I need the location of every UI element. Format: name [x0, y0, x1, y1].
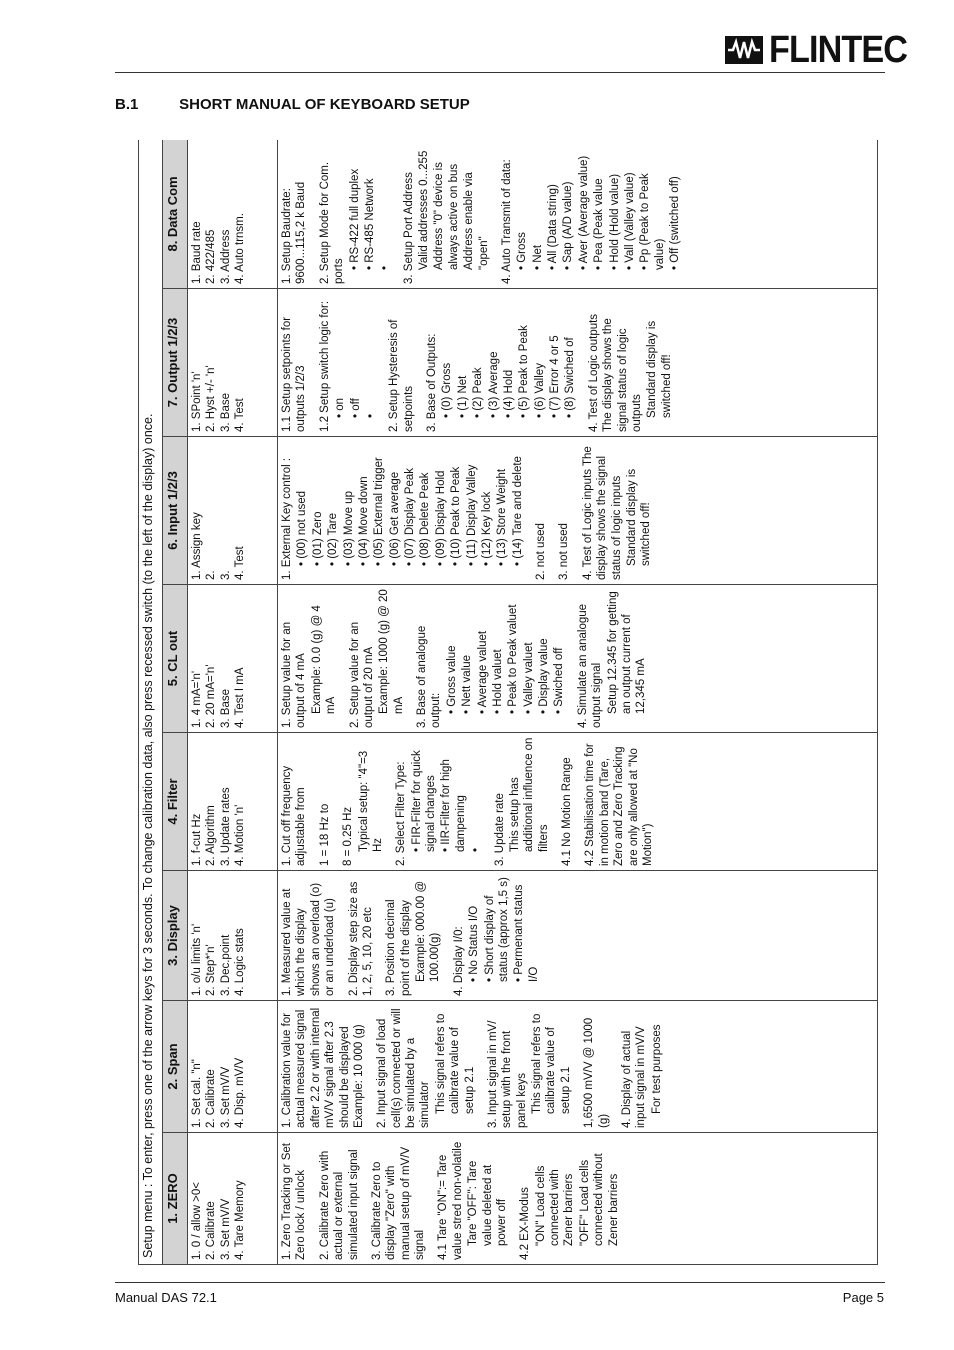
detail-line: • (8) Swiched of — [564, 337, 577, 418]
detail-line: Address enable via "open" — [463, 172, 490, 270]
detail-line: 1.2 Setup switch logic for: — [318, 300, 331, 432]
menu-item: 4. Tare Memory — [234, 1180, 247, 1260]
detail-line: • (05) External trigger — [373, 457, 386, 566]
detail-line: • Pp (Peak to Peak value) — [639, 173, 666, 270]
column-header: 3. Display — [163, 871, 188, 1001]
detail-line: 3. Setup Port Address — [402, 172, 415, 284]
footer-page-number: Page 5 — [842, 1290, 884, 1305]
menu-item: 4. Test — [234, 398, 247, 432]
detail-line: 1,6500 mV/V @ 1000 (g) — [583, 1017, 610, 1128]
menu-item: 4. Motion 'n' — [234, 804, 247, 866]
detail-line: • Aver (Average value) — [577, 155, 590, 270]
menu-items-list — [190, 441, 248, 580]
detail-line: 4. Display of actual input signal in mV/V — [620, 1026, 648, 1128]
detail-line: • off — [349, 398, 362, 418]
detail-line: 1. External Key control : — [281, 457, 293, 580]
detail-line: 1. Setup value for an output of 4 mA — [281, 621, 308, 728]
menu-item: 3. Dec.point — [219, 934, 232, 996]
menu-item: 4. Logic stats — [234, 928, 247, 996]
menu-item: 2. — [205, 570, 218, 580]
detail-line: • RS-422 full duplex — [348, 168, 361, 270]
column-header: 1. ZERO — [163, 1133, 188, 1265]
detail-line: 1 = 18 Hz to — [318, 803, 331, 866]
detail-line: 4. Simulate an analogue output signal — [576, 603, 604, 728]
details-cell — [278, 140, 878, 289]
detail-line: • Valley valuet — [522, 642, 535, 714]
detail-line: 4.1 No Motion Range — [561, 757, 573, 866]
column-header: 2. Span — [163, 1001, 188, 1133]
brand-name: FLINTEC — [769, 29, 908, 71]
menu-item: 2. Calibrate — [205, 1201, 218, 1260]
column-header: 7. Output 1/2/3 — [163, 289, 188, 437]
detail-line: • Gross value — [445, 645, 458, 714]
menu-item: 2. 20 mA='n' — [205, 664, 218, 728]
menu-item: 1. f-cut Hz — [191, 813, 203, 866]
detail-line: 3. Input signal in mV/ setup with the front panel keys — [486, 1020, 528, 1128]
menu-items-list — [190, 1005, 248, 1128]
menu-item: 3. Set mV/V — [219, 1198, 232, 1260]
menu-item: 3. Base — [219, 393, 232, 432]
detail-line: • FIR-Filter for quick signal changes — [410, 750, 437, 852]
detail-line: 1. Cut off frequency adjustable from — [281, 765, 308, 866]
detail-line: This signal refers to calibrate value of setup 2.1 — [531, 1013, 572, 1114]
detail-line: • (08) Delete Peak — [419, 472, 432, 566]
menu-item: 1. 4 mA='n' — [191, 670, 203, 728]
detail-line: • (01) Zero — [311, 511, 324, 566]
rotated-table — [138, 140, 878, 1265]
detail-line: 3. Position decimal point of the display — [385, 899, 412, 996]
details-cell — [278, 289, 878, 437]
menu-items-cell — [188, 437, 278, 585]
detail-line: • Display value — [538, 638, 550, 714]
detail-line: 2. Setup value for an output of 20 mA — [348, 621, 375, 728]
detail-line: 3. Calibrate Zero to display "Zero" with manual setup of mV/V signal — [370, 1146, 426, 1260]
detail-line: • on — [334, 397, 347, 418]
detail-line: • (09) Display Hold — [434, 470, 447, 566]
detail-line: • (4) Hold — [502, 369, 515, 418]
column-header: 4. Filter — [163, 733, 188, 871]
detail-line: • (04) Move down — [357, 476, 370, 566]
header-rule — [115, 72, 885, 73]
menu-item: 3. Set mV/V — [219, 1066, 232, 1128]
detail-line: Example: 000.00 @ 100.00(g) — [415, 880, 442, 982]
detail-line: • (1) Net — [456, 375, 469, 418]
detail-line: Standard display is switched off! — [646, 320, 673, 418]
detail-line: 8 = 0.25 Hz — [342, 806, 355, 866]
footer-rule — [115, 1282, 885, 1283]
detail-line: 3. not used — [558, 523, 571, 580]
detail-line: • (3) Average — [487, 351, 500, 418]
setup-menu-table — [138, 140, 878, 1265]
detail-line: 2. Calibrate Zero with actual or external simulated input signal — [318, 1149, 360, 1260]
section-heading — [115, 96, 470, 113]
menu-item: 1. Baud rate — [191, 221, 203, 284]
detail-line: 2. Setup Mode for Com. ports — [318, 161, 346, 284]
detail-line: • Net — [531, 244, 544, 270]
detail-line: • No Status I/O — [468, 905, 481, 982]
detail-line: • All (Data string) — [547, 184, 559, 270]
detail-line: Tare "OFF": Tare value deleted at power off — [467, 1160, 508, 1246]
menu-item: 2. Calibrate — [205, 1069, 218, 1128]
menu-items-cell — [188, 585, 278, 733]
menu-items-cell — [188, 140, 278, 289]
menu-item: 1. Assign key — [191, 512, 203, 580]
detail-line: • (00) not used — [296, 491, 309, 566]
detail-line: 1.1 Setup setpoints for outputs 1/2/3 — [281, 316, 308, 432]
detail-line: • Sap (A/D value) — [562, 181, 575, 270]
detail-line: • Peak to Peak valuet — [507, 604, 520, 714]
detail-line: 4. Display I/0: — [452, 926, 465, 996]
menu-item: 3. Base — [219, 689, 232, 728]
menu-item: 1. 0 / allow >0< — [191, 1182, 203, 1260]
detail-line: • Hold valuet — [491, 649, 504, 714]
details-cell — [278, 733, 878, 871]
menu-items-list — [190, 589, 248, 728]
detail-line: 2. Select Filter Type: — [395, 761, 408, 866]
detail-line: 4. Test of Logic inputs The display shows the signal status of logic inputs — [581, 446, 623, 580]
menu-item: 4. Auto trnsm. — [234, 213, 247, 284]
column-header: 8. Data Com — [163, 140, 188, 289]
detail-line: 4.2 Stabilisation time for in motion band (Tare, Zero and Zero Tracking are only allowed at "No Motion") — [584, 743, 654, 866]
detail-line: • Pea (Peak value — [593, 178, 606, 270]
detail-line: • — [379, 265, 392, 270]
detail-line: 3. Base of analogue output: — [416, 625, 443, 728]
detail-line: 4.2 EX-Modus — [519, 1187, 532, 1260]
detail-line: • Average valuet — [476, 630, 489, 714]
detail-line: • (06) Get average — [388, 471, 401, 566]
detail-line: • (10) Peak to Peak — [450, 466, 463, 566]
detail-line: • (6) Valley — [533, 363, 546, 418]
menu-item: 4. Test — [234, 546, 247, 580]
detail-line: • IIR-Filter for high dampening — [440, 759, 467, 852]
detail-line: 2. Display step size as 1, 2, 5, 10, 20 etc — [347, 881, 374, 996]
detail-line: 1. Calibration value for actual measured signal after 2.2 or with internal mV/V signal after 2.3 should be displayed Example: 10 000 (g) — [281, 1007, 365, 1128]
detail-line: Standard display is switched off! — [625, 468, 653, 566]
detail-line: • — [470, 847, 483, 852]
flintec-logo — [725, 30, 922, 70]
detail-line: • — [364, 413, 377, 418]
detail-line: • (02) Tare — [327, 512, 340, 566]
detail-line: • (13) Store Weight — [496, 468, 509, 566]
menu-item: 2. Hyst +/- 'n' — [205, 365, 218, 432]
detail-line: 4.1 Tare "ON":= Tare value stred non-volatile — [437, 1141, 464, 1260]
menu-item: 2. 422/485 — [205, 229, 218, 284]
detail-line: • (03) Move up — [342, 491, 355, 566]
section-title: SHORT MANUAL OF KEYBOARD SETUP — [179, 96, 470, 113]
details-cell — [278, 437, 878, 585]
detail-line: • (5) Peak to Peak — [518, 325, 531, 418]
detail-line: "ON" Load cells connected with Zener barriers — [534, 1165, 576, 1246]
detail-line: For test purposes — [650, 1024, 663, 1114]
menu-items-list — [190, 293, 248, 432]
detail-line: Typical setup: "4"=3 Hz — [357, 750, 384, 852]
menu-item: 4. Test I mA — [234, 667, 247, 728]
detail-line: • (2) Peak — [472, 367, 485, 418]
menu-items-list — [190, 737, 248, 866]
detail-line: • Permenant status I/O — [513, 884, 540, 982]
table-title: Setup menu : To enter, press one of the arrow keys for 3 seconds. To change calibration data, also press recessed switch (to the left of the display) once. — [139, 140, 163, 1265]
menu-item: 1. o/u limits 'n' — [191, 923, 203, 996]
menu-items-list — [190, 875, 248, 996]
menu-items-cell — [188, 289, 278, 437]
detail-line: 3. Base of Outputs: — [426, 333, 438, 432]
detail-line: Address "0" device is always active on bus — [433, 162, 460, 270]
detail-line: • Short display of status (approx 1,5 s) — [483, 877, 510, 982]
detail-line: • Hold (Hold value) — [608, 173, 621, 270]
menu-item: 1. Set cal. "n" — [191, 1059, 203, 1128]
detail-line: 1. Setup Baudrate: 9600...115,2 k Baud — [281, 181, 308, 284]
column-header: 6. Input 1/2/3 — [163, 437, 188, 585]
detail-line: 1. Zero Tracking or Set Zero lock / unlock — [281, 1143, 308, 1260]
detail-line: 2. Setup Hysteresis of setpoints — [388, 319, 415, 432]
setup-table-area — [138, 140, 878, 1265]
menu-items-row — [188, 140, 278, 1265]
detail-line: This signal refers to calibrate value of setup 2.1 — [434, 1013, 476, 1114]
menu-item: 3. — [219, 570, 232, 580]
detail-line: 4. Auto Transmit of data: — [500, 159, 513, 284]
detail-line: 4. Test of Logic outputs The display shows the signal status of logic outputs — [587, 313, 643, 432]
detail-line: • RS-485 Network — [363, 178, 376, 270]
detail-line: Setup 12.345 for getting an output current of 12,345 mA — [606, 591, 648, 714]
detail-line: 2. Input signal of load cell(s) connected or will be simulated by a simulator — [376, 1008, 432, 1128]
detail-line: Example: 1000 (g) @ 20 mA — [378, 589, 405, 714]
menu-items-cell — [188, 871, 278, 1001]
menu-item: 3. Address — [219, 229, 232, 284]
detail-line: 2. not used — [535, 523, 547, 580]
detail-line: • (11) Display Valley — [465, 464, 478, 566]
details-cell — [278, 1133, 878, 1265]
menu-items-cell — [188, 733, 278, 871]
menu-item: 2. Algorithm — [205, 805, 218, 866]
menu-item: 2. Step*'n' — [205, 944, 218, 996]
column-header-row — [163, 140, 188, 1265]
details-cell — [278, 871, 878, 1001]
detail-line: Example: 0.0 (g) @ 4 mA — [310, 605, 338, 714]
details-cell — [278, 585, 878, 733]
detail-line: Valid addresses 0...255 — [418, 150, 430, 270]
detail-line: • (12) Key lock — [480, 491, 493, 566]
menu-item: 3. Update rates — [219, 787, 232, 866]
details-row — [278, 140, 878, 1265]
menu-items-list — [190, 144, 248, 284]
detail-line: 1. Measured value at which the display shows an overload (o) or an underload (u) — [281, 882, 337, 996]
detail-line: • Swiched off — [553, 647, 566, 714]
menu-items-cell — [188, 1133, 278, 1265]
detail-line: • (07) Display Peak — [404, 468, 416, 566]
section-number: B.1 — [115, 96, 139, 113]
menu-items-cell — [188, 1001, 278, 1133]
detail-line: • Gross — [516, 232, 529, 270]
table-title-row — [139, 140, 163, 1265]
menu-item: 4. Disp. mV/V — [234, 1057, 247, 1128]
menu-item: 1. SPoint 'n' — [191, 371, 203, 432]
footer-manual-name: Manual DAS 72.1 — [115, 1290, 217, 1305]
waveform-logo-icon — [725, 36, 763, 64]
column-header: 5. CL out — [163, 585, 188, 733]
detail-line: • (0) Gross — [441, 362, 454, 418]
detail-line: • (7) Error 4 or 5 — [549, 335, 561, 418]
detail-line: • Vall (Valley value) — [623, 172, 636, 270]
detail-line: This setup has additional influence on filters — [508, 737, 550, 852]
detail-line: "OFF" Load cells connected without Zener barriers — [578, 1153, 620, 1246]
detail-line: • Off (switched off) — [669, 176, 681, 270]
detail-line: 3. Update rate — [493, 793, 506, 866]
details-cell — [278, 1001, 878, 1133]
detail-line: • Nett value — [461, 655, 474, 714]
menu-items-list — [190, 1137, 248, 1260]
detail-line: • (14) Tare and delete — [511, 456, 524, 566]
